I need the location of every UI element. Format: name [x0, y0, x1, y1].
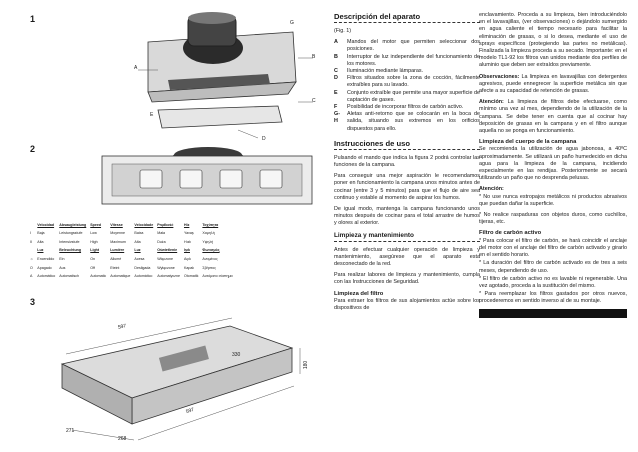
- table-cell: Desligada: [134, 265, 151, 270]
- table-cell: Yavaş: [183, 231, 194, 236]
- figure-2-control-panel-illustration: [100, 150, 315, 212]
- table-cell: Intensivstufe: [59, 239, 80, 244]
- fig1-label-a: A: [134, 65, 138, 71]
- table-cell: High: [90, 239, 98, 244]
- dimension-label: 330: [232, 352, 241, 358]
- figure-reference: (Fig. 1): [334, 28, 352, 34]
- subsection-title: Limpieza del filtro: [334, 290, 384, 297]
- list-item: [334, 90, 480, 104]
- table-header-cell: Absaugleistung: [59, 223, 87, 227]
- section-divider: [334, 22, 480, 24]
- table-cell: Açık: [183, 257, 191, 262]
- table-cell: Baixa: [134, 231, 144, 236]
- subsection-title: Limpieza del cuerpo de la campana: [479, 139, 577, 146]
- list-item: [334, 75, 480, 89]
- paragraph: Antes de efectuar cualquier operación de limpieza y mantenimiento, asegúrese que el aparato esta desconectado de la red.: [334, 246, 480, 268]
- list-text: Iluminación mediante lámparas.: [347, 68, 424, 75]
- list-key: A: [334, 39, 338, 46]
- table-cell: Włączone: [157, 257, 173, 262]
- paragraph: * No realice raspaduras con objetos duros, como cuchillos, tijeras, etc.: [479, 212, 627, 226]
- table-row-key: A: [30, 274, 33, 279]
- table-header-cell: Prędkość: [157, 223, 174, 227]
- table-cell: Mała: [157, 231, 165, 236]
- table-header-row: [28, 221, 235, 229]
- table-cell: Automático: [134, 274, 153, 279]
- light-on-icon: ☼: [30, 257, 34, 262]
- list-item: [334, 111, 480, 133]
- table-cell: Moyenne: [110, 231, 126, 236]
- figure-2-number: 2: [30, 144, 36, 154]
- table-header-cell: Velocidad: [37, 223, 55, 227]
- observation-label: Observaciones:: [479, 73, 520, 80]
- fig1-label-c: C: [312, 98, 316, 104]
- paragraph: * Para colocar el filtro de carbón, se hará coincidir el anclaje del motor con el anclaje del filtro de carbón activado y girarlo en el sentido horario.: [479, 237, 627, 259]
- list-key: F: [334, 104, 338, 111]
- list-item: [334, 68, 480, 75]
- table-cell: Leistungsstufe: [59, 231, 83, 236]
- table-cell: Eteint: [110, 265, 120, 270]
- table-row: [28, 263, 235, 272]
- figure-3-dimensions-illustration: [42, 312, 314, 447]
- table-cell: Aus: [59, 265, 66, 270]
- table-cell: Off: [90, 265, 95, 270]
- table-cell: Αυτόματο σύστημα: [202, 274, 233, 279]
- list-item: [334, 104, 480, 111]
- list-text: Conjunto extraíble que permite una mayor superficie de captación de gases.: [347, 89, 480, 103]
- table-cell: Lumière: [110, 248, 125, 253]
- table-cell: Allumé: [110, 257, 122, 262]
- table-cell: Duża: [157, 239, 166, 244]
- table-cell: Automatyczne: [157, 274, 180, 279]
- table-cell: Beleuchtung: [59, 248, 82, 253]
- maintenance-column: [479, 12, 627, 318]
- table-cell: Αναμένος: [202, 257, 218, 262]
- table-header-cell: Speed: [90, 223, 102, 227]
- table-cell: Alta: [134, 239, 141, 244]
- paragraph: De igual modo, mantenga la campana funcionando unos minutos después de cocinar para el total arrastre de humos y olores al exterior.: [334, 206, 480, 227]
- paragraph: enclavamiento. Proceda a su limpieza, bien introduciéndolo en el lavavajillas, (ver observaciones) o dejándolo sumergido en agua caliente el tiempo necesario para facilitar la eliminación de grasas, o si lo desea, mediante el uso de sprays específicos (protegiendo las partes no metálicas). Finalizada la limpieza proceda a su secado. Importante: en el modelo TL1-92 los filtros van unidos mediante dos perfiles de aluminio que deben ser extraídos previamente.: [479, 12, 627, 69]
- table-cell: Hızlı: [183, 239, 192, 244]
- table-cell: Φωτισμός: [202, 248, 220, 253]
- table-cell: Encendido: [37, 257, 55, 262]
- dimension-label: 268: [118, 436, 127, 442]
- table-cell: Apagado: [37, 265, 52, 270]
- table-cell: Luz: [134, 248, 141, 253]
- list-text: Interruptor de luz independiente del funcionamiento de los motores.: [347, 53, 480, 67]
- table-cell: Σβήστος: [202, 265, 216, 270]
- fig1-label-g: G: [290, 20, 294, 26]
- table-cell: Kapalı: [183, 265, 195, 270]
- table-cell: Luz: [37, 248, 44, 253]
- speed-legend-table: [28, 221, 235, 281]
- table-row-key: [28, 246, 35, 255]
- table-row-key: II: [30, 239, 32, 244]
- table-cell: Automático: [37, 274, 56, 279]
- table-header-cell: Velocidade: [134, 223, 154, 227]
- table-cell: Otomatik: [183, 274, 199, 279]
- list-text: Aletas anti-retorno que se colocarán en la boca de salida, situando sus extremos en los orificios dispuestos para ello.: [347, 111, 480, 132]
- figure-3-number: 3: [30, 297, 36, 307]
- attention-label: Atención:: [479, 99, 504, 106]
- attention-text: La limpieza de filtros debe efectuarse, como mínimo una vez al mes, dependiendo de la utilización de la campana. Se debe tener en cuenta que al cocinar hay deposición de grasas en la campana y en el filtro aunque aquella no se ponga en funcionamiento.: [479, 99, 627, 135]
- list-key: G-H: [334, 111, 340, 125]
- table-cell: Oświetlenie: [157, 248, 178, 253]
- section-title: Instrucciones de uso: [334, 138, 410, 148]
- section-divider: [334, 149, 480, 151]
- list-item: [334, 54, 480, 68]
- table-cell: Maximum: [110, 239, 126, 244]
- paragraph: * La duración del filtro de carbón activado es de tres a seis meses, dependiendo de uso.: [479, 260, 627, 274]
- fig1-label-e: E: [150, 112, 154, 118]
- list-key: B: [334, 53, 338, 60]
- table-key-header: [28, 221, 35, 229]
- table-header-cell: Hiz: [183, 223, 190, 227]
- table-cell: Low: [90, 231, 97, 236]
- subsection-title: Filtro de carbón activo: [479, 230, 542, 237]
- paragraph: Para realizar labores de limpieza y mantenimiento, cumpla con las Instrucciones de Seguridad.: [334, 272, 480, 286]
- paragraph: Para conseguir una mejor aspiración le recomendamos poner en funcionamiento la campana unos minutos antes de cocinar (entre 3 y 5 minutos) para que el flujo de aire sea continuo y estable al momento de aspirar los humos.: [334, 173, 480, 201]
- figure-1-number: 1: [30, 14, 36, 24]
- description-column: [334, 12, 480, 316]
- table-row: [28, 272, 235, 281]
- table-cell: Baja: [37, 231, 45, 236]
- list-key: D: [334, 75, 338, 82]
- table-row: [28, 255, 235, 264]
- dimension-label: 597: [117, 323, 127, 331]
- list-key: E: [334, 89, 338, 96]
- list-item: [334, 39, 480, 53]
- fig1-label-b: B: [312, 54, 316, 60]
- table-cell: Automatisch: [59, 274, 80, 279]
- table-row-key: I: [30, 231, 31, 236]
- table-cell: Acesa: [134, 257, 145, 262]
- table-cell: Alta: [37, 239, 44, 244]
- paragraph: * No use nunca estropajos metálicos ni productos abrasivos que puedan dañar la superficie.: [479, 193, 627, 207]
- table-cell: Χαμηλή: [202, 231, 215, 236]
- table-row: [28, 246, 235, 255]
- list-text: Filtros situados sobre la zona de cocción, fácilmente extraíbles para su lavado.: [347, 75, 480, 89]
- table-row: [28, 238, 235, 247]
- section-divider: [334, 241, 480, 243]
- attention-label: Atención:: [479, 186, 504, 193]
- footer-bar: [479, 309, 627, 318]
- table-cell: Automatic: [90, 274, 107, 279]
- list-text: Mandos del motor que permiten seleccionar dos posiciones.: [347, 39, 480, 53]
- dimension-label: 271: [66, 428, 75, 434]
- table-cell: Wyłączone: [157, 265, 175, 270]
- table-row: [28, 229, 235, 238]
- table-row-key: O: [30, 265, 33, 270]
- section-title: Limpieza y mantenimiento: [334, 231, 414, 239]
- list-text: Posibilidad de incorporar filtros de carbón activo.: [347, 104, 464, 111]
- attention-note: [479, 99, 627, 135]
- paragraph: * El filtro de carbón activo no es lavable ni regenerable. Una vez agotado, proceda a la sustitución del mismo.: [479, 275, 627, 289]
- fig1-label-d: D: [262, 136, 266, 142]
- observation-text: La limpieza en lavavajillas con detergentes agresivos, puede ennegrecer la superficie metálica sin que afecte a su capacidad de retención de grasas.: [479, 73, 627, 95]
- section-title: Descripción del aparato: [334, 12, 421, 21]
- table-cell: Işık: [183, 248, 190, 253]
- table-cell: Automatique: [110, 274, 131, 279]
- dimension-label: 597: [185, 406, 196, 416]
- paragraph: Se recomienda la utilización de agua jabonosa, a 40ºC aproximadamente. Se utilizará un paño humedecido en dicha agua para la limpieza de la campana, incidiendo especialmente en las rendijas. Posteriormente se secará utilizando un paño que no desprenda pelusas.: [479, 146, 627, 182]
- table-cell: Light: [90, 248, 100, 253]
- table-cell: Υψηλή: [202, 239, 214, 244]
- dimension-label: 180: [303, 360, 310, 370]
- table-cell: On: [90, 257, 96, 262]
- table-header-cell: Ταχύτητα: [202, 223, 219, 227]
- paragraph: Pulsando el mando que indica la figura 2 podrá controlar las funciones de la campana.: [334, 154, 480, 169]
- table-header-cell: Vitesse: [110, 223, 123, 227]
- paragraph: Para extraer los filtros de sus alojamientos actúe sobre los dispositivos de: [334, 297, 480, 312]
- list-key: C: [334, 68, 338, 75]
- observation-note: [479, 74, 627, 96]
- table-cell: Ein: [59, 257, 65, 262]
- paragraph: * Para reemplazar los filtros gastados por otros nuevos, procederemos en sentido inverso al de su montaje.: [479, 291, 627, 305]
